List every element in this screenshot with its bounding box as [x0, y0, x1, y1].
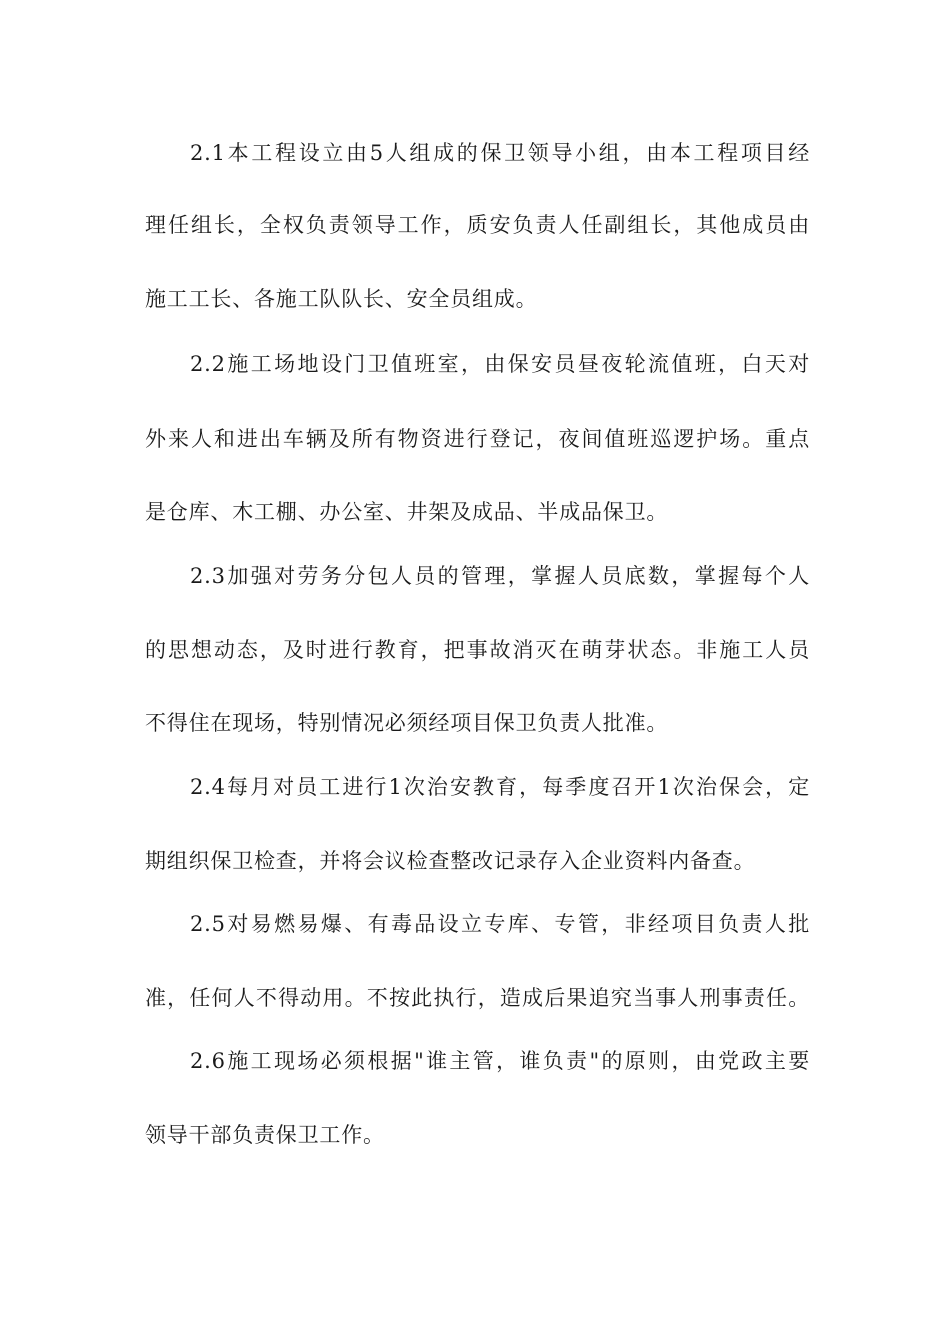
paragraph-2-3-line-3: 不得住在现场，特别情况必须经项目保卫负责人批准。	[145, 711, 669, 735]
paragraph-2-1-line-3: 施工工长、各施工队队长、安全员组成。	[145, 287, 538, 311]
paragraph-2-6-line-1: 2.6施工现场必须根据"谁主管，谁负责"的原则，由党政主要	[190, 1049, 810, 1073]
paragraph-2-2-line-2: 外来人和进出车辆及所有物资进行登记，夜间值班巡逻护场。重点	[145, 427, 810, 451]
paragraph-2-4-line-2: 期组织保卫检查，并将会议检查整改记录存入企业资料内备查。	[145, 849, 756, 873]
paragraph-2-2-line-3: 是仓库、木工棚、办公室、井架及成品、半成品保卫。	[145, 500, 669, 524]
paragraph-2-3-line-1: 2.3加强对劳务分包人员的管理，掌握人员底数，掌握每个人	[190, 564, 810, 588]
paragraph-2-3-line-2: 的思想动态，及时进行教育，把事故消灭在萌芽状态。非施工人员	[145, 638, 810, 662]
paragraph-2-4-line-1: 2.4每月对员工进行1次治安教育，每季度召开1次治保会，定	[190, 775, 810, 799]
paragraph-2-5-line-1: 2.5对易燃易爆、有毒品设立专库、专管，非经项目负责人批	[190, 912, 810, 936]
paragraph-2-1-line-2: 理任组长，全权负责领导工作，质安负责人任副组长，其他成员由	[145, 213, 810, 237]
paragraph-2-6-line-2: 领导干部负责保卫工作。	[145, 1123, 385, 1147]
paragraph-2-5-line-2: 准，任何人不得动用。不按此执行，造成后果追究当事人刑事责任。	[145, 986, 810, 1010]
paragraph-2-1-line-1: 2.1本工程设立由5人组成的保卫领导小组，由本工程项目经	[190, 141, 810, 165]
paragraph-2-2-line-1: 2.2施工场地设门卫值班室，由保安员昼夜轮流值班，白天对	[190, 352, 810, 376]
